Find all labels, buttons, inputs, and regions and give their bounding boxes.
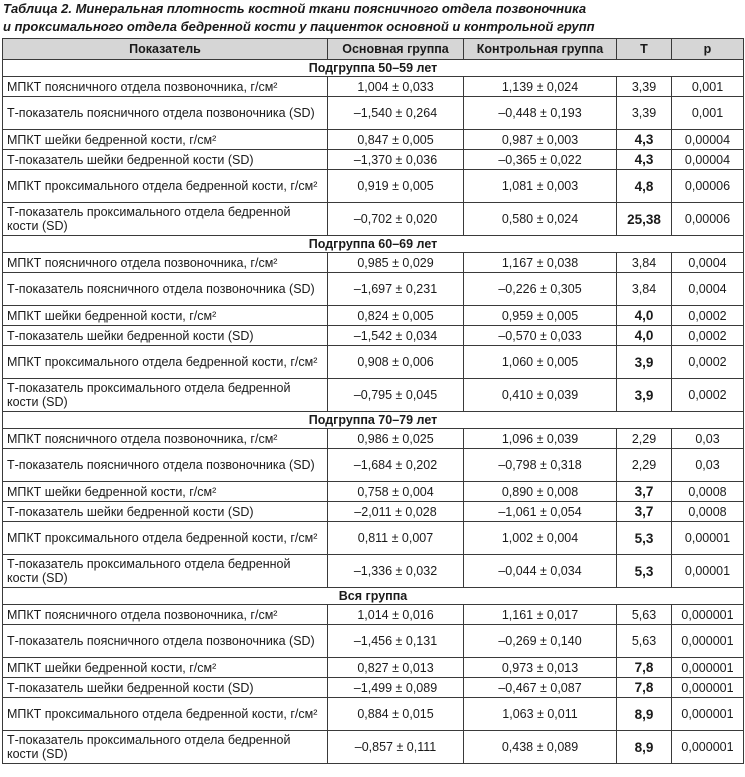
subgroup-header-row [3, 412, 744, 429]
t-value-cell: 3,39 [617, 97, 672, 130]
control-group-cell: 0,410 ± 0,039 [464, 379, 617, 412]
table-row [3, 203, 744, 236]
p-value-cell: 0,00001 [672, 555, 744, 588]
header-row [3, 39, 744, 60]
indicator-cell: МПКТ шейки бедренной кости, г/см² [3, 130, 328, 150]
t-value-cell: 7,8 [617, 658, 672, 678]
table-row [3, 130, 744, 150]
p-value-cell: 0,0002 [672, 326, 744, 346]
indicator-cell: Т-показатель поясничного отдела позвоночника (SD) [3, 449, 328, 482]
t-value-cell: 2,29 [617, 449, 672, 482]
main-group-cell: 0,824 ± 0,005 [328, 306, 464, 326]
main-group-cell: –1,370 ± 0,036 [328, 150, 464, 170]
t-value-cell: 3,7 [617, 502, 672, 522]
indicator-cell: МПКТ поясничного отдела позвоночника, г/см² [3, 429, 328, 449]
t-value-cell: 3,9 [617, 379, 672, 412]
control-group-cell: 1,081 ± 0,003 [464, 170, 617, 203]
p-value-cell: 0,00001 [672, 522, 744, 555]
main-group-cell: 1,004 ± 0,033 [328, 77, 464, 97]
indicator-cell: Т-показатель шейки бедренной кости (SD) [3, 150, 328, 170]
control-group-cell: 0,890 ± 0,008 [464, 482, 617, 502]
p-value-cell: 0,0002 [672, 346, 744, 379]
control-group-cell: –0,798 ± 0,318 [464, 449, 617, 482]
indicator-cell: МПКТ шейки бедренной кости, г/см² [3, 306, 328, 326]
table-row [3, 170, 744, 203]
table-row [3, 429, 744, 449]
table-row [3, 555, 744, 588]
main-group-cell: 0,986 ± 0,025 [328, 429, 464, 449]
p-value-cell: 0,000001 [672, 678, 744, 698]
table-row [3, 150, 744, 170]
table-row [3, 97, 744, 130]
t-value-cell: 3,9 [617, 346, 672, 379]
control-group-cell: 1,096 ± 0,039 [464, 429, 617, 449]
main-group-cell: –1,540 ± 0,264 [328, 97, 464, 130]
control-group-cell: –1,061 ± 0,054 [464, 502, 617, 522]
control-group-cell: –0,226 ± 0,305 [464, 273, 617, 306]
t-value-cell: 5,63 [617, 625, 672, 658]
indicator-cell: МПКТ шейки бедренной кости, г/см² [3, 482, 328, 502]
t-value-cell: 5,63 [617, 605, 672, 625]
table-row [3, 482, 744, 502]
t-value-cell: 3,84 [617, 253, 672, 273]
main-group-cell: 0,919 ± 0,005 [328, 170, 464, 203]
main-group-cell: –1,336 ± 0,032 [328, 555, 464, 588]
t-value-cell: 3,39 [617, 77, 672, 97]
control-group-cell: 0,987 ± 0,003 [464, 130, 617, 150]
subgroup-header-row [3, 236, 744, 253]
header-main-group: Основная группа [328, 39, 464, 60]
table-row [3, 522, 744, 555]
control-group-cell: 0,959 ± 0,005 [464, 306, 617, 326]
p-value-cell: 0,0002 [672, 379, 744, 412]
header-p: p [672, 39, 744, 60]
indicator-cell: МПКТ проксимального отдела бедренной кости, г/см² [3, 522, 328, 555]
indicator-cell: МПКТ поясничного отдела позвоночника, г/см² [3, 77, 328, 97]
indicator-cell: МПКТ шейки бедренной кости, г/см² [3, 658, 328, 678]
p-value-cell: 0,00004 [672, 130, 744, 150]
main-group-cell: 0,985 ± 0,029 [328, 253, 464, 273]
p-value-cell: 0,0008 [672, 482, 744, 502]
p-value-cell: 0,000001 [672, 731, 744, 764]
t-value-cell: 3,84 [617, 273, 672, 306]
table-row [3, 306, 744, 326]
indicator-cell: МПКТ проксимального отдела бедренной кости, г/см² [3, 346, 328, 379]
main-group-cell: 0,758 ± 0,004 [328, 482, 464, 502]
control-group-cell: –0,448 ± 0,193 [464, 97, 617, 130]
t-value-cell: 4,8 [617, 170, 672, 203]
control-group-cell: 1,060 ± 0,005 [464, 346, 617, 379]
main-group-cell: –1,542 ± 0,034 [328, 326, 464, 346]
table-row [3, 346, 744, 379]
table-row [3, 731, 744, 764]
t-value-cell: 2,29 [617, 429, 672, 449]
table-row [3, 253, 744, 273]
t-value-cell: 7,8 [617, 678, 672, 698]
control-group-cell: 1,002 ± 0,004 [464, 522, 617, 555]
t-value-cell: 5,3 [617, 522, 672, 555]
control-group-cell: 1,139 ± 0,024 [464, 77, 617, 97]
table-row [3, 658, 744, 678]
indicator-cell: Т-показатель поясничного отдела позвоночника (SD) [3, 273, 328, 306]
control-group-cell: 0,973 ± 0,013 [464, 658, 617, 678]
table-row [3, 625, 744, 658]
main-group-cell: –1,697 ± 0,231 [328, 273, 464, 306]
control-group-cell: 1,161 ± 0,017 [464, 605, 617, 625]
subgroup-title: Подгруппа 60–69 лет [3, 236, 744, 253]
t-value-cell: 4,3 [617, 130, 672, 150]
p-value-cell: 0,001 [672, 97, 744, 130]
t-value-cell: 8,9 [617, 698, 672, 731]
control-group-cell: 1,167 ± 0,038 [464, 253, 617, 273]
indicator-cell: Т-показатель поясничного отдела позвоночника (SD) [3, 97, 328, 130]
indicator-cell: Т-показатель проксимального отдела бедренной кости (SD) [3, 731, 328, 764]
t-value-cell: 3,7 [617, 482, 672, 502]
caption-line-1: Таблица 2. Минеральная плотность костной ткани поясничного отдела позвоночника [3, 1, 587, 16]
main-group-cell: 1,014 ± 0,016 [328, 605, 464, 625]
table-row [3, 273, 744, 306]
control-group-cell: –0,365 ± 0,022 [464, 150, 617, 170]
main-group-cell: 0,884 ± 0,015 [328, 698, 464, 731]
table-row [3, 678, 744, 698]
main-group-cell: 0,847 ± 0,005 [328, 130, 464, 150]
t-value-cell: 4,0 [617, 326, 672, 346]
control-group-cell: 1,063 ± 0,011 [464, 698, 617, 731]
indicator-cell: Т-показатель проксимального отдела бедренной кости (SD) [3, 379, 328, 412]
indicator-cell: МПКТ проксимального отдела бедренной кости, г/см² [3, 698, 328, 731]
main-group-cell: 0,827 ± 0,013 [328, 658, 464, 678]
indicator-cell: Т-показатель проксимального отдела бедренной кости (SD) [3, 203, 328, 236]
p-value-cell: 0,0002 [672, 306, 744, 326]
header-t: T [617, 39, 672, 60]
p-value-cell: 0,000001 [672, 605, 744, 625]
data-table [2, 38, 744, 764]
p-value-cell: 0,000001 [672, 698, 744, 731]
header-indicator: Показатель [3, 39, 328, 60]
indicator-cell: Т-показатель шейки бедренной кости (SD) [3, 502, 328, 522]
p-value-cell: 0,0008 [672, 502, 744, 522]
control-group-cell: –0,269 ± 0,140 [464, 625, 617, 658]
subgroup-title: Подгруппа 50–59 лет [3, 60, 744, 77]
main-group-cell: –1,684 ± 0,202 [328, 449, 464, 482]
main-group-cell: –0,795 ± 0,045 [328, 379, 464, 412]
control-group-cell: 0,438 ± 0,089 [464, 731, 617, 764]
caption-line-2: и проксимального отдела бедренной кости у пациенток основной и контрольной групп [3, 19, 595, 34]
p-value-cell: 0,00004 [672, 150, 744, 170]
table-caption [3, 0, 743, 36]
indicator-cell: Т-показатель поясничного отдела позвоночника (SD) [3, 625, 328, 658]
indicator-cell: МПКТ поясничного отдела позвоночника, г/см² [3, 605, 328, 625]
table-row [3, 449, 744, 482]
control-group-cell: 0,580 ± 0,024 [464, 203, 617, 236]
main-group-cell: –0,857 ± 0,111 [328, 731, 464, 764]
table-row [3, 326, 744, 346]
table-row [3, 502, 744, 522]
t-value-cell: 5,3 [617, 555, 672, 588]
p-value-cell: 0,000001 [672, 658, 744, 678]
subgroup-title: Вся группа [3, 588, 744, 605]
t-value-cell: 4,0 [617, 306, 672, 326]
control-group-cell: –0,467 ± 0,087 [464, 678, 617, 698]
t-value-cell: 4,3 [617, 150, 672, 170]
table-row [3, 698, 744, 731]
main-group-cell: 0,908 ± 0,006 [328, 346, 464, 379]
p-value-cell: 0,001 [672, 77, 744, 97]
main-group-cell: –1,456 ± 0,131 [328, 625, 464, 658]
t-value-cell: 8,9 [617, 731, 672, 764]
p-value-cell: 0,0004 [672, 273, 744, 306]
p-value-cell: 0,00006 [672, 170, 744, 203]
main-group-cell: –1,499 ± 0,089 [328, 678, 464, 698]
p-value-cell: 0,03 [672, 449, 744, 482]
main-group-cell: 0,811 ± 0,007 [328, 522, 464, 555]
t-value-cell: 25,38 [617, 203, 672, 236]
indicator-cell: Т-показатель шейки бедренной кости (SD) [3, 678, 328, 698]
control-group-cell: –0,570 ± 0,033 [464, 326, 617, 346]
table-body [3, 60, 744, 764]
subgroup-header-row [3, 60, 744, 77]
p-value-cell: 0,03 [672, 429, 744, 449]
p-value-cell: 0,00006 [672, 203, 744, 236]
p-value-cell: 0,0004 [672, 253, 744, 273]
indicator-cell: Т-показатель проксимального отдела бедренной кости (SD) [3, 555, 328, 588]
header-control-group: Контрольная группа [464, 39, 617, 60]
control-group-cell: –0,044 ± 0,034 [464, 555, 617, 588]
main-group-cell: –2,011 ± 0,028 [328, 502, 464, 522]
indicator-cell: МПКТ поясничного отдела позвоночника, г/см² [3, 253, 328, 273]
p-value-cell: 0,000001 [672, 625, 744, 658]
table-row [3, 379, 744, 412]
table-row [3, 605, 744, 625]
subgroup-title: Подгруппа 70–79 лет [3, 412, 744, 429]
main-group-cell: –0,702 ± 0,020 [328, 203, 464, 236]
subgroup-header-row [3, 588, 744, 605]
indicator-cell: Т-показатель шейки бедренной кости (SD) [3, 326, 328, 346]
indicator-cell: МПКТ проксимального отдела бедренной кости, г/см² [3, 170, 328, 203]
table-row [3, 77, 744, 97]
